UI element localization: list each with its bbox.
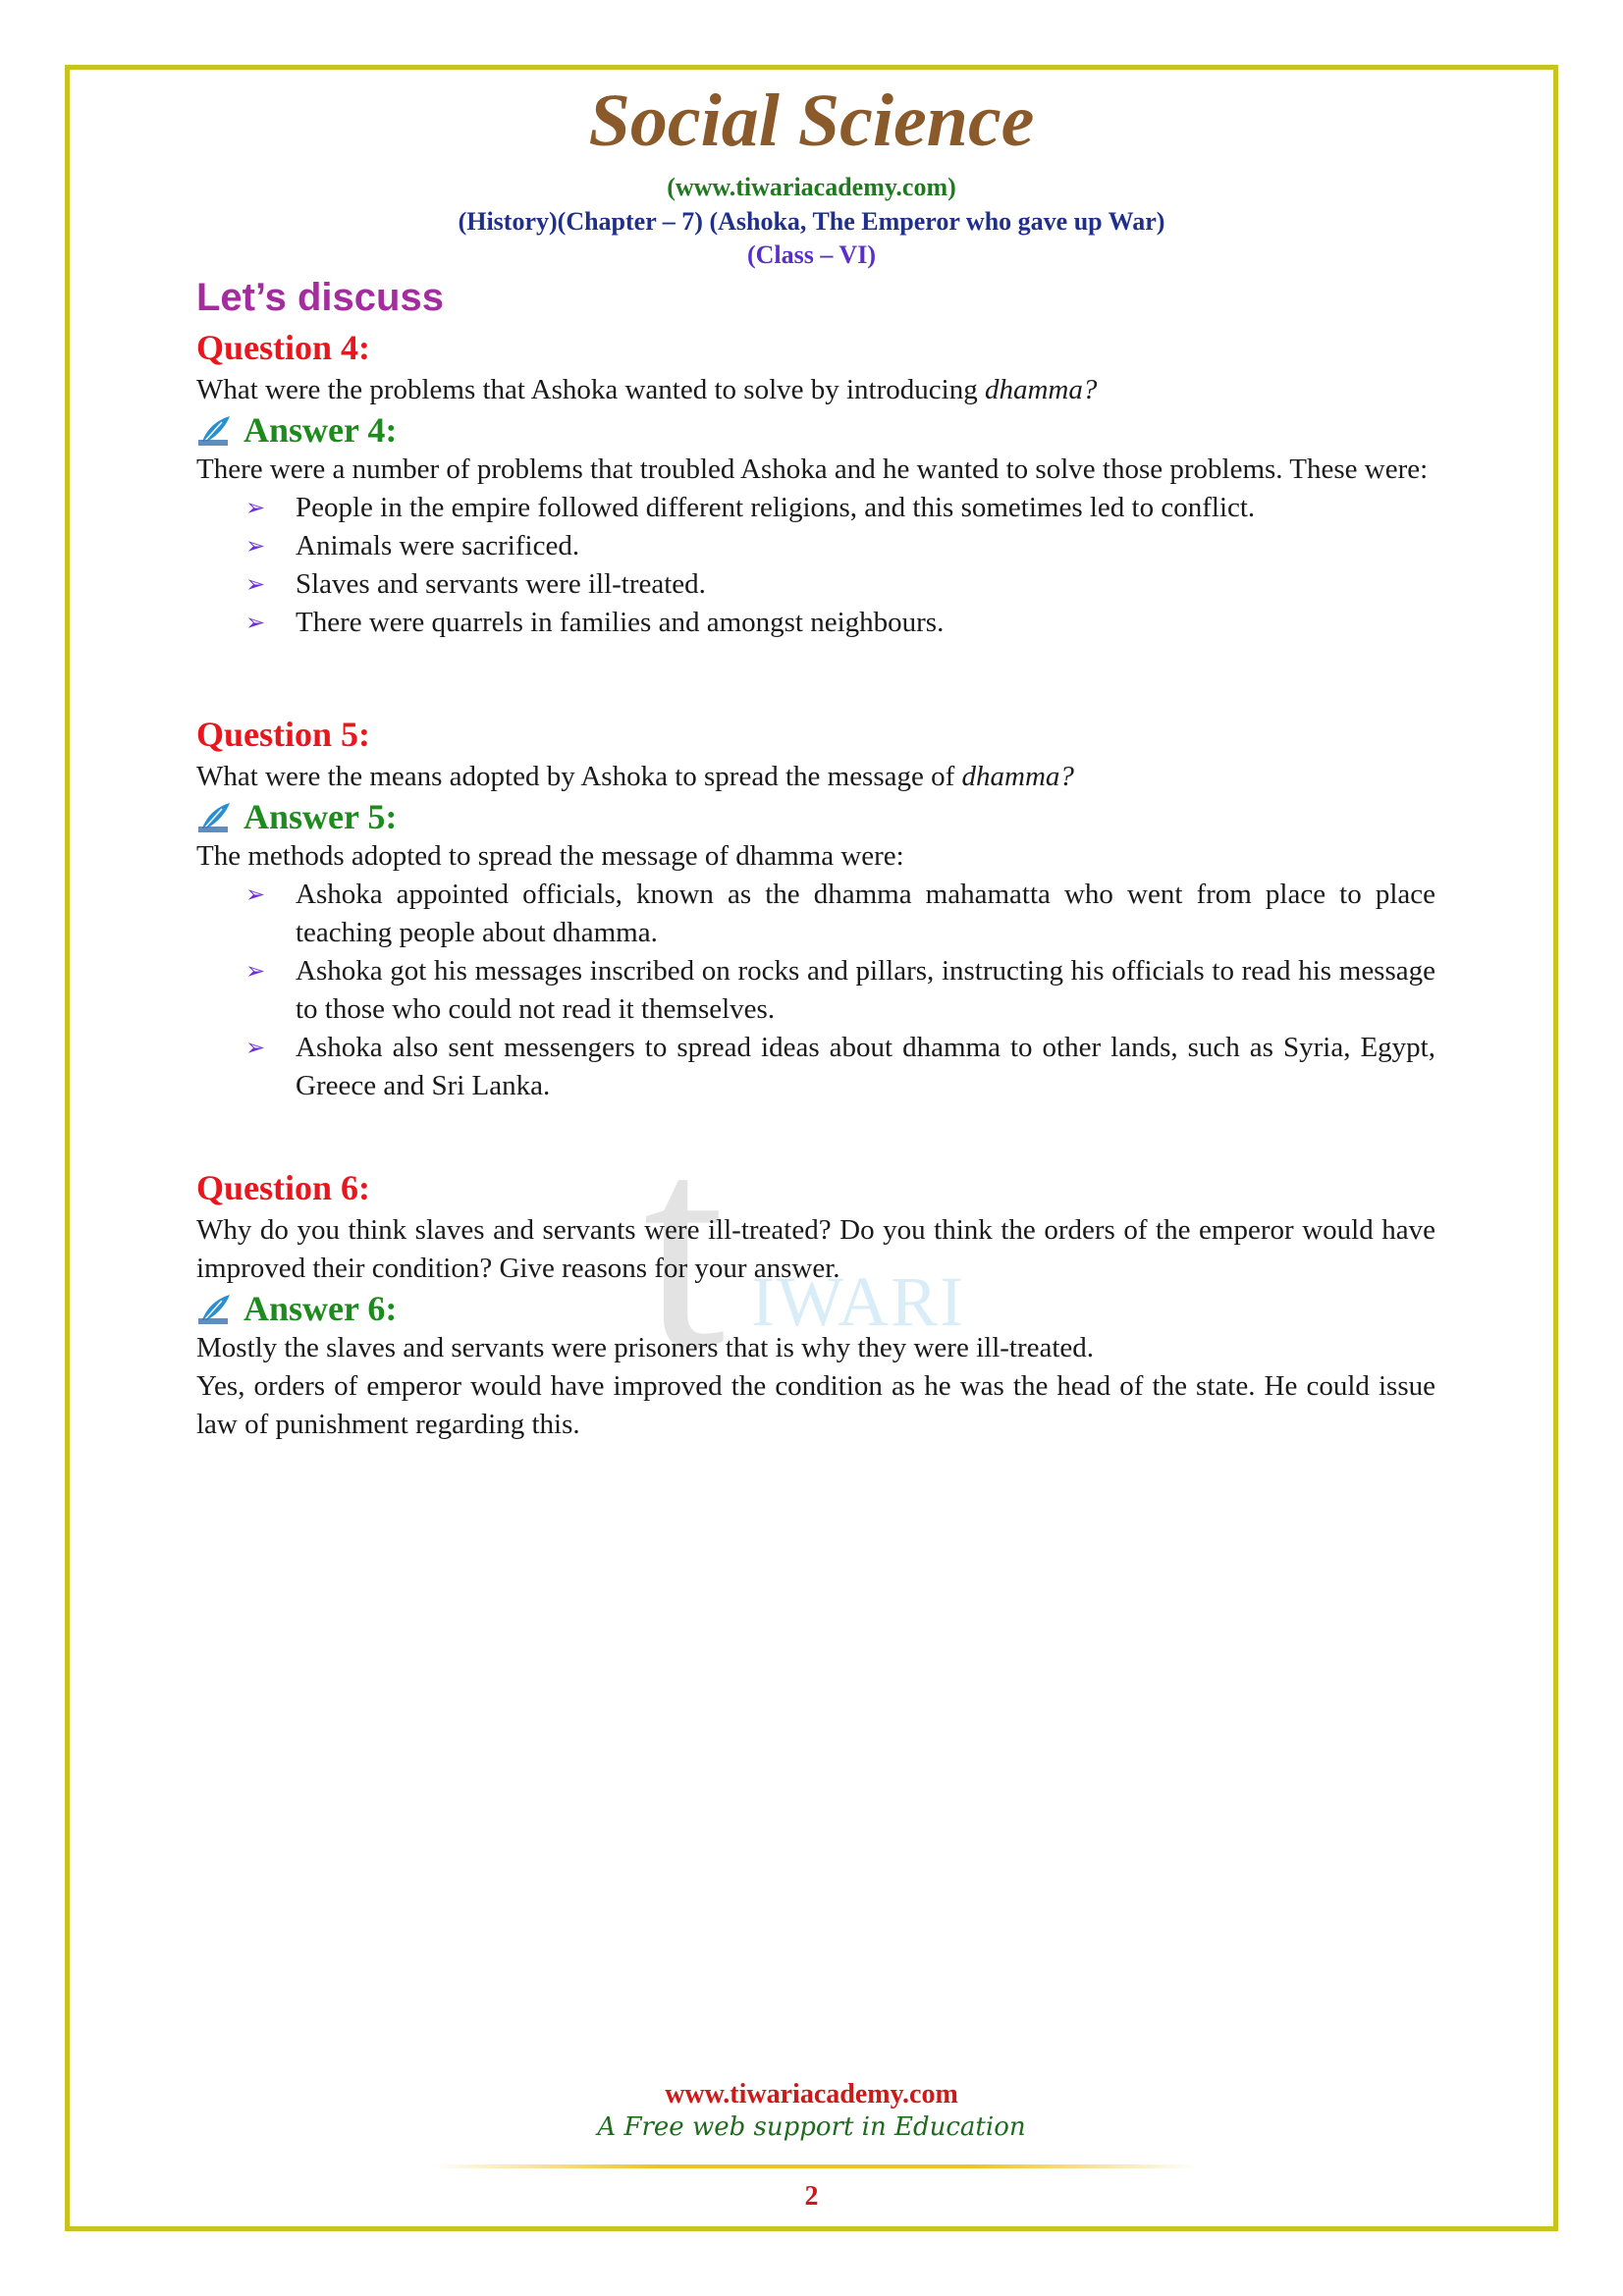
answer-5-label: Answer 5: xyxy=(243,797,398,836)
list-item-text: Ashoka got his messages inscribed on rocks and pillars, instructing his officials to read his message to those who could not read it themselves. xyxy=(296,955,1435,1025)
main-content xyxy=(196,271,1435,1444)
answer-6-label: Answer 6: xyxy=(243,1289,398,1328)
watermark-letter: t xyxy=(643,1084,726,1410)
feather-pen-icon xyxy=(196,1291,236,1326)
question-6-block xyxy=(196,1164,1435,1444)
list-item-text: Ashoka also sent messengers to spread ideas about dhamma to other lands, such as Syria, Egypt, Greece and Sri Lanka. xyxy=(296,1032,1435,1101)
answer-6-heading xyxy=(196,1288,1435,1329)
question-4-text-emphasis: dhamma? xyxy=(984,374,1098,405)
list-item xyxy=(245,527,1435,565)
answer-4-heading xyxy=(196,409,1435,451)
answer-6-paragraph-1: Mostly the slaves and servants were prisoners that is why they were ill-treated. xyxy=(196,1332,1095,1363)
header-website: (www.tiwariacademy.com) xyxy=(667,173,956,201)
list-item xyxy=(245,1029,1435,1105)
arrow-bullet-icon: ➢ xyxy=(245,532,266,560)
question-4-text xyxy=(196,371,1435,409)
answer-5-intro: The methods adopted to spread the message of dhamma were: xyxy=(196,840,904,872)
arrow-bullet-icon: ➢ xyxy=(245,570,266,598)
question-4-text-main: What were the problems that Ashoka wanted to solve by introducing xyxy=(196,374,985,405)
footer-tagline: A Free web support in Education xyxy=(597,2112,1026,2142)
feather-pen-icon xyxy=(196,412,236,448)
feather-pen-icon xyxy=(196,799,236,834)
header-class: (Class – VI) xyxy=(747,240,876,269)
section-heading: Let’s discuss xyxy=(196,276,444,319)
list-item-text: Slaves and servants were ill-treated. xyxy=(296,568,706,600)
footer-divider xyxy=(432,2164,1198,2168)
question-6-label: Question 6: xyxy=(196,1168,371,1207)
list-item xyxy=(245,604,1435,642)
header-chapter: (History)(Chapter – 7) (Ashoka, The Emperor who gave up War) xyxy=(458,207,1165,236)
list-item xyxy=(245,952,1435,1029)
page-number: 2 xyxy=(804,2181,819,2212)
question-4-label: Question 4: xyxy=(196,328,371,367)
list-item xyxy=(245,489,1435,527)
arrow-bullet-icon: ➢ xyxy=(245,609,266,636)
question-4-block xyxy=(196,324,1435,642)
question-5-label: Question 5: xyxy=(196,715,371,754)
answer-6-paragraph-2: Yes, orders of emperor would have improved the condition as he was the head of the state. He could issue law of punishment regarding this. xyxy=(196,1370,1435,1440)
list-item-text: People in the empire followed different religions, and this sometimes led to conflict. xyxy=(296,492,1256,523)
answer-4-list xyxy=(196,489,1435,642)
arrow-bullet-icon: ➢ xyxy=(245,494,266,521)
arrow-bullet-icon: ➢ xyxy=(245,957,266,985)
answer-5-heading xyxy=(196,796,1435,837)
page-title: Social Science xyxy=(588,80,1035,162)
question-5-text-emphasis: dhamma? xyxy=(961,761,1074,792)
answer-4-intro: There were a number of problems that troubled Ashoka and he wanted to solve those problems. These were: xyxy=(196,454,1429,485)
arrow-bullet-icon: ➢ xyxy=(245,881,266,908)
question-5-text xyxy=(196,758,1435,796)
question-5-text-main: What were the means adopted by Ashoka to spread the message of xyxy=(196,761,962,792)
list-item-text: Animals were sacrificed. xyxy=(296,530,580,561)
list-item-text: Ashoka appointed officials, known as the dhamma mahamatta who went from place to place teaching people about dhamma. xyxy=(296,879,1435,948)
question-5-block xyxy=(196,711,1435,1105)
arrow-bullet-icon: ➢ xyxy=(245,1034,266,1061)
list-item-text: There were quarrels in families and amongst neighbours. xyxy=(296,607,945,638)
watermark-word: IWARI xyxy=(751,1262,965,1341)
answer-5-list xyxy=(196,876,1435,1105)
footer-website-link[interactable]: www.tiwariacademy.com xyxy=(665,2079,958,2109)
list-item xyxy=(245,876,1435,952)
question-6-text: Why do you think slaves and servants were ill-treated? Do you think the orders of the emperor would have improved their condition? Give reasons for your answer. xyxy=(196,1214,1435,1284)
answer-4-label: Answer 4: xyxy=(243,410,398,450)
list-item xyxy=(245,565,1435,604)
